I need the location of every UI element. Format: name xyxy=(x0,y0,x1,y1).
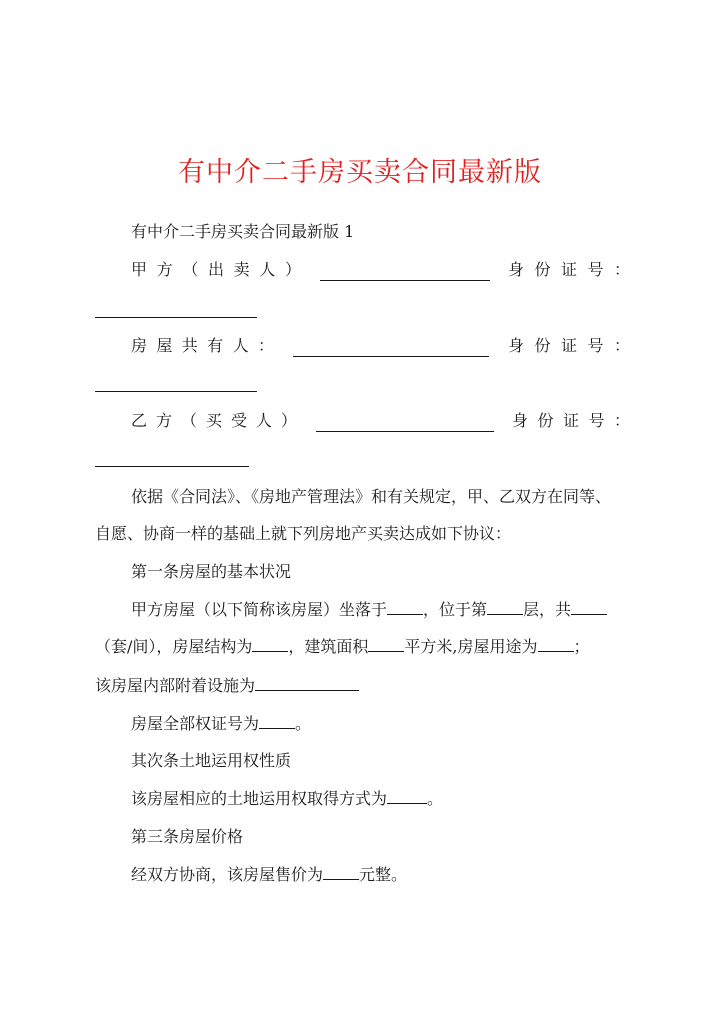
land-right-blank xyxy=(387,788,427,804)
label-char: 屋 xyxy=(156,336,173,355)
facilities-blank xyxy=(255,675,359,691)
article-1-line-3 xyxy=(95,675,359,697)
label-char: ： xyxy=(613,411,630,430)
price-blank xyxy=(323,864,359,880)
label-char: ： xyxy=(257,336,274,355)
article-1-heading: 第一条房屋的基本状况 xyxy=(131,562,292,581)
label-char: 买 xyxy=(205,411,222,430)
floor-blank xyxy=(487,599,523,615)
location-blank xyxy=(387,599,423,615)
label-char: 有 xyxy=(207,336,224,355)
intro-line-1: 依据《合同法》、《房地产管理法》和有关规定，甲、乙双方在同等、 xyxy=(131,487,612,506)
label-char: 乙 xyxy=(131,411,148,430)
label-char: 身 xyxy=(512,411,529,430)
label-char: 出 xyxy=(207,260,224,279)
document-subtitle: 有中介二手房买卖合同最新版 1 xyxy=(131,222,355,241)
label-char: 房 xyxy=(131,336,148,355)
label-char: 证 xyxy=(562,411,579,430)
text-segment: 房屋全部权证号为 xyxy=(131,714,260,733)
label-char: 身 xyxy=(508,260,525,279)
party-a-id-label xyxy=(508,259,630,281)
party-b-name-blank xyxy=(316,414,494,432)
label-char: 份 xyxy=(537,411,554,430)
label-char: 方 xyxy=(155,411,172,430)
text-segment: 层，共 xyxy=(523,600,572,619)
structure-blank xyxy=(252,636,288,652)
label-char: 身 xyxy=(508,336,525,355)
label-char: 份 xyxy=(534,260,551,279)
label-char: ： xyxy=(613,336,630,355)
party-a-row xyxy=(131,259,630,281)
text-segment: 平方米,房屋用途为 xyxy=(404,637,538,656)
price-line xyxy=(131,864,407,886)
land-right-line xyxy=(131,788,443,810)
label-char: 证 xyxy=(560,336,577,355)
co-owner-label xyxy=(131,335,274,357)
text-segment: 元整。 xyxy=(359,865,408,884)
article-3-heading: 第三条房屋价格 xyxy=(131,827,244,846)
label-char: 人 xyxy=(255,411,272,430)
text-segment: 该房屋相应的土地运用权取得方式为 xyxy=(131,789,388,808)
label-char: （ xyxy=(180,411,197,430)
text-segment: 。 xyxy=(427,789,444,808)
label-char: 号 xyxy=(587,336,604,355)
label-char: 证 xyxy=(560,260,577,279)
co-owner-name-blank xyxy=(293,339,489,357)
party-a-name-blank xyxy=(320,263,490,281)
usage-blank xyxy=(538,636,574,652)
document-title: 有中介二手房买卖合同最新版 xyxy=(178,157,542,188)
label-char: 方 xyxy=(156,260,173,279)
label-char: ） xyxy=(284,260,301,279)
text-segment: ； xyxy=(573,637,590,656)
label-char: 份 xyxy=(534,336,551,355)
certificate-line xyxy=(131,713,311,735)
text-segment: ，位于第 xyxy=(423,600,488,619)
party-a-label xyxy=(131,259,301,281)
label-char: 人 xyxy=(259,260,276,279)
label-char: 共 xyxy=(181,336,198,355)
area-blank xyxy=(368,636,404,652)
co-owner-id-blank xyxy=(95,390,257,392)
party-a-id-blank xyxy=(95,316,257,318)
label-char: 受 xyxy=(230,411,247,430)
intro-line-2: 自愿、协商一样的基础上就下列房地产买卖达成如下协议： xyxy=(95,524,512,543)
label-char: 人 xyxy=(232,336,249,355)
certificate-blank xyxy=(259,713,295,729)
text-segment: ，建筑面积 xyxy=(288,637,369,656)
party-b-row xyxy=(131,410,630,432)
text-segment: 经双方协商，该房屋售价为 xyxy=(131,865,324,884)
article-2-heading: 其次条土地运用权性质 xyxy=(131,751,292,770)
label-char: ） xyxy=(280,411,297,430)
label-char: 号 xyxy=(587,260,604,279)
co-owner-row xyxy=(131,335,630,357)
party-b-id-blank xyxy=(95,465,249,467)
text-segment: 该房屋内部附着设施为 xyxy=(95,676,256,695)
total-floors-blank xyxy=(571,599,607,615)
text-segment: （套/间），房屋结构为 xyxy=(95,637,253,656)
label-char: （ xyxy=(182,260,199,279)
party-b-id-label xyxy=(512,410,630,432)
label-char: ： xyxy=(613,260,630,279)
text-segment: 甲方房屋（以下简称该房屋）坐落于 xyxy=(131,600,388,619)
party-b-label xyxy=(131,410,297,432)
label-char: 卖 xyxy=(233,260,250,279)
co-owner-id-label xyxy=(508,335,630,357)
article-1-line-1 xyxy=(131,599,630,621)
label-char: 号 xyxy=(588,411,605,430)
label-char: 甲 xyxy=(131,260,148,279)
text-segment: 。 xyxy=(295,714,312,733)
article-1-line-2 xyxy=(95,636,630,658)
